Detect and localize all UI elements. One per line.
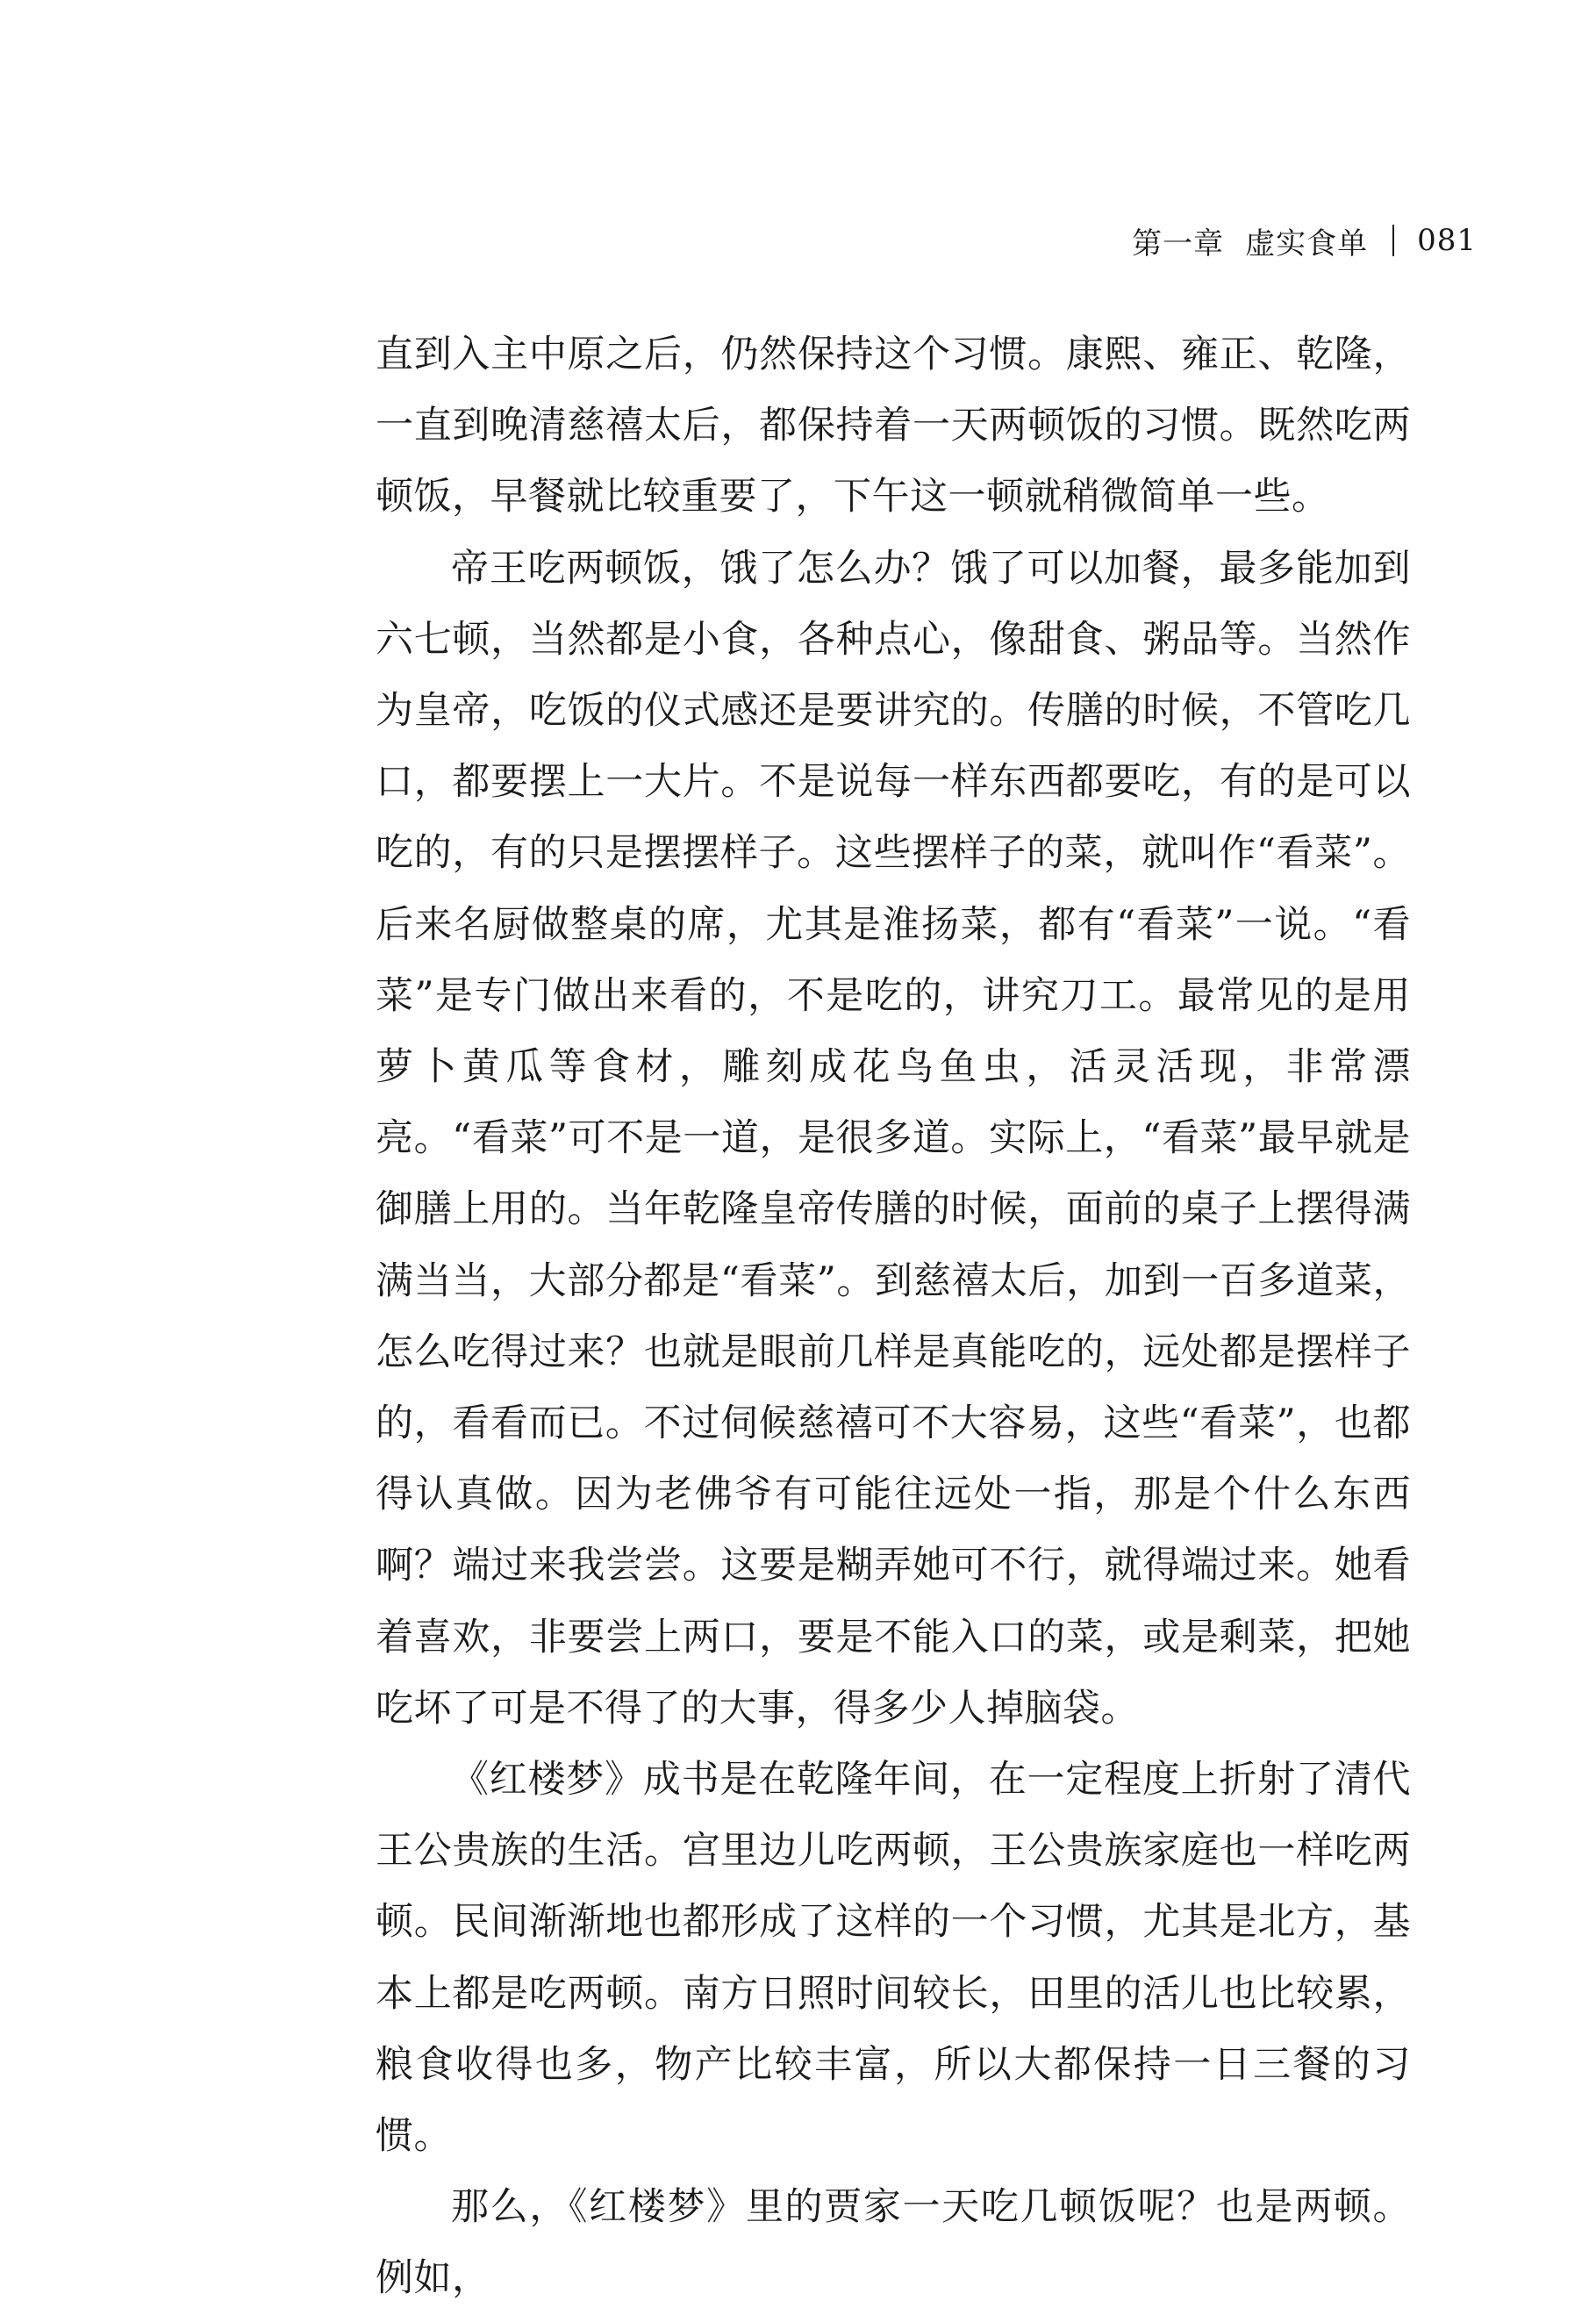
chapter-title: 虚实食单 <box>1245 226 1369 262</box>
paragraph: 《红楼梦》成书是在乾隆年间，在一定程度上折射了清代王公贵族的生活。宫里边儿吃两顿，王公贵族家庭也一样吃两顿。民间渐渐地也都形成了这样的一个习惯，尤其是北方，基本上都是吃两顿。南方日照时间较长，田里的活儿也比较累，粮食收得也多，物产比较丰富，所以大都保持一日三餐的习惯。 <box>376 1758 1411 2159</box>
running-header <box>1132 214 1477 267</box>
paragraph: 那么，《红楼梦》里的贾家一天吃几顿饭呢？也是两顿。例如， <box>376 2185 1411 2301</box>
paragraph: 帝王吃两顿饭，饿了怎么办？饿了可以加餐，最多能加到六七顿，当然都是小食，各种点心，像甜食、粥品等。当然作为皇帝，吃饭的仪式感还是要讲究的。传膳的时候，不管吃几口，都要摆上一大片。不是说每一样东西都要吃，有的是可以吃的，有的只是摆摆样子。这些摆样子的菜，就叫作“看菜”。后来名厨做整桌的席，尤其是淮扬菜，都有“看菜”一说。“看菜”是专门做出来看的，不是吃的，讲究刀工。最常见的是用萝卜黄瓜等食材，雕刻成花鸟鱼虫，活灵活现，非常漂亮。“看菜”可不是一道，是很多道。实际上，“看菜”最早就是御膳上用的。当年乾隆皇帝传膳的时候，面前的桌子上摆得满满当当，大部分都是“看菜”。到慈禧太后，加到一百多道菜，怎么吃得过来？也就是眼前几样是真能吃的，远处都是摆样子的，看看而已。不过伺候慈禧可不大容易，这些“看菜”，也都得认真做。因为老佛爷有可能往远处一指，那是个什么东西啊？端过来我尝尝。这要是糊弄她可不行，就得端过来。她看着喜欢，非要尝上两口，要是不能入口的菜，或是剩菜，把她吃坏了可是不得了的大事，得多少人掉脑袋。 <box>376 546 1411 1731</box>
header-separator <box>1392 225 1394 256</box>
chapter-number: 第一章 <box>1132 226 1225 262</box>
page-number: 081 <box>1417 223 1477 258</box>
body-text <box>376 319 1411 2315</box>
paragraph-continued: 直到入主中原之后，仍然保持这个习惯。康熙、雍正、乾隆，一直到晚清慈禧太后，都保持着一天两顿饭的习惯。既然吃两顿饭，早餐就比较重要了，下午这一顿就稍微简单一些。 <box>376 333 1411 520</box>
